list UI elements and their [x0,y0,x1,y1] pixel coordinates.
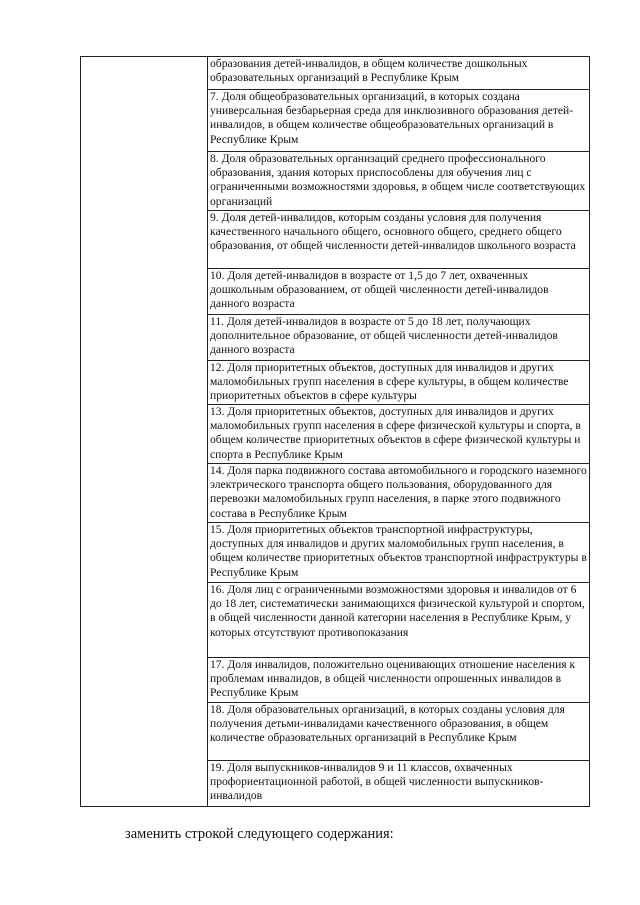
indicator-text-cell: 17. Доля инвалидов, положительно оценивающих отношение населения к проблемам инвалидов, в общей численности опрошенных инвалидов в Республике Крым [208,658,590,703]
empty-left-column-cell [81,57,208,807]
indicator-text-cell: 13. Доля приоритетных объектов, доступных для инвалидов и других маломобильных групп населения в сфере физической культуры и спорта, в общем количестве приоритетных объектов в сфере физической культуры и спорта в Республике Крым [208,405,590,464]
indicators-table-body [81,57,590,807]
replacement-instruction: заменить строкой следующего содержания: [125,826,394,842]
indicator-text-cell: 7. Доля общеобразовательных организаций, в которых создана универсальная безбарьерная среда для инклюзивного образования детей-инвалидов, в общем количестве общеобразовательных организаций в Республике Крым [208,90,590,152]
indicator-text-cell: 15. Доля приоритетных объектов транспортной инфраструктуры, доступных для инвалидов и других маломобильных групп населения, в общем количестве приоритетных объектов транспортной инфраструктуры в Республике Крым [208,523,590,583]
indicator-text-cell: 10. Доля детей-инвалидов в возрасте от 1,5 до 7 лет, охваченных дошкольным образованием, от общей численности детей-инвалидов данного возраста [208,269,590,315]
indicators-table [80,56,590,807]
indicator-text-cell: 8. Доля образовательных организаций среднего профессионального образования, здания которых приспособлены для обучения лиц с ограниченными возможностями здоровья, в общем числе соответствующих организаций [208,152,590,211]
indicator-text-cell: 9. Доля детей-инвалидов, которым созданы условия для получения качественного начального общего, основного общего, среднего общего образования, от общей численности детей-инвалидов школьного возраста [208,211,590,269]
indicator-text-cell: 19. Доля выпускников-инвалидов 9 и 11 классов, охваченных профориентационной работой, в общей численности выпускников-инвалидов [208,761,590,807]
indicator-text-cell: 14. Доля парка подвижного состава автомобильного и городского наземного электрического транспорта общего пользования, оборудованного для перевозки маломобильных групп населения, в парке этого подвижного состава в Республике Крым [208,464,590,523]
indicator-text-cell: 12. Доля приоритетных объектов, доступных для инвалидов и других маломобильных групп населения в сфере культуры, в общем количестве приоритетных объектов в сфере культуры [208,361,590,405]
indicator-text-cell: 18. Доля образовательных организаций, в которых созданы условия для получения детьми-инвалидами качественного образования, в общем количестве образовательных организаций в Республике Крым [208,703,590,761]
indicator-text-cell: 11. Доля детей-инвалидов в возрасте от 5 до 18 лет, получающих дополнительное образование, от общей численности детей-инвалидов данного возраста [208,315,590,361]
indicator-text-cell: 16. Доля лиц с ограниченными возможностями здоровья и инвалидов от 6 до 18 лет, систематически занимающихся физической культурой и спортом, в общей численности данной категории населения в Республике Крым, у которых отсутствуют противопоказания [208,583,590,658]
table-row [81,57,590,90]
indicator-text-cell: образования детей-инвалидов, в общем количестве дошкольных образовательных организаций в Республике Крым [208,57,590,90]
